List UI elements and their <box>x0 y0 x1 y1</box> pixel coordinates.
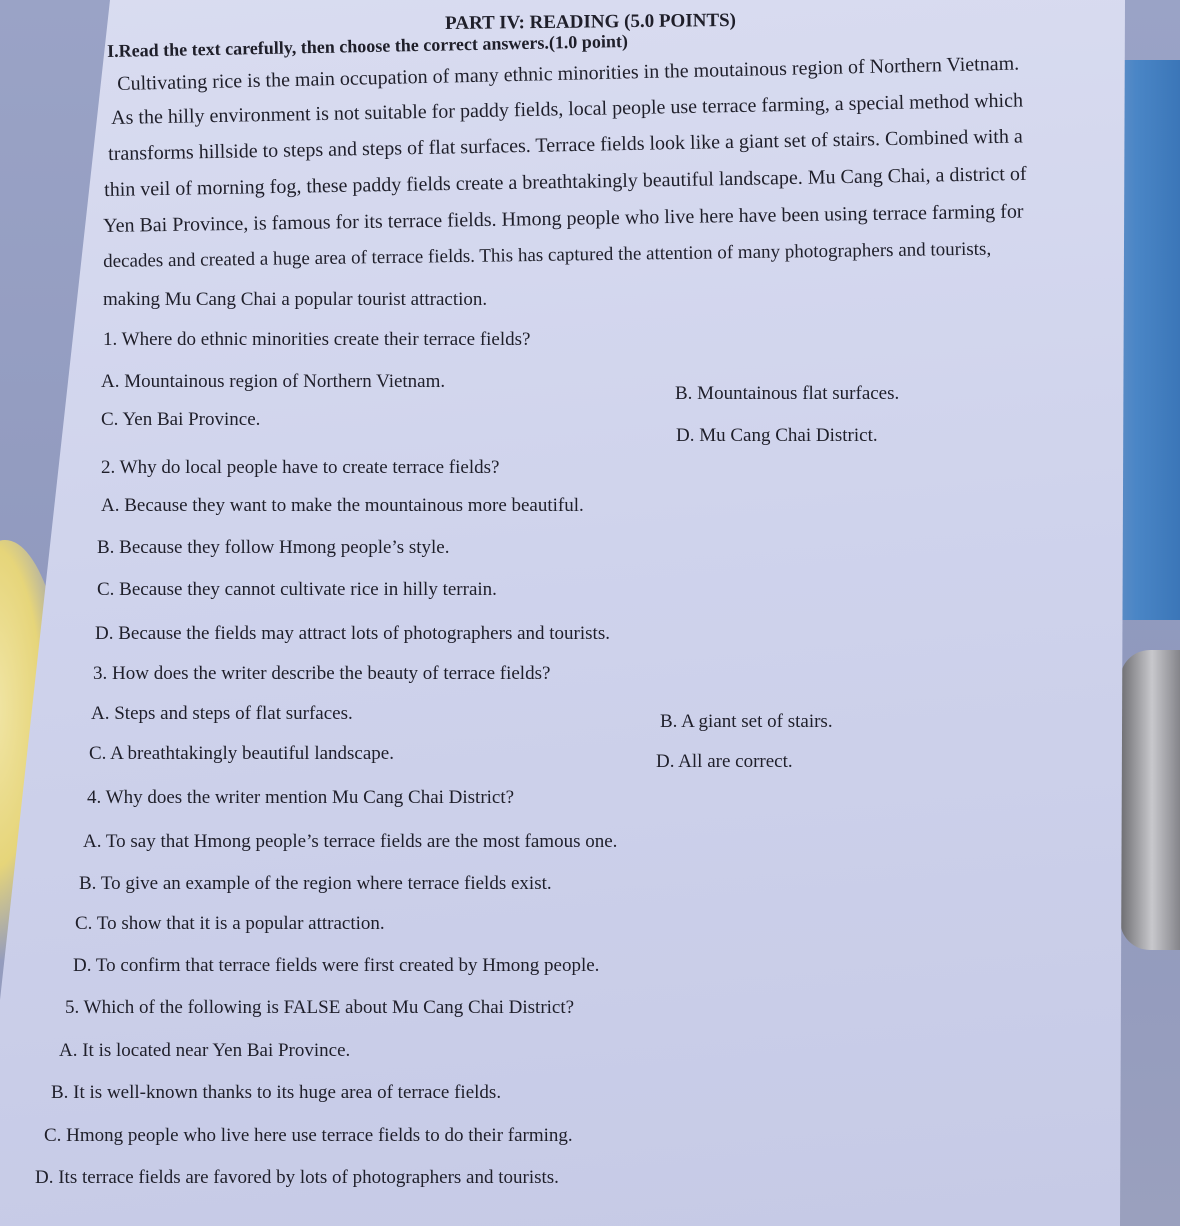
question-1-option-b[interactable]: B. Mountainous flat surfaces. <box>675 383 900 404</box>
question-2-option-c[interactable]: C. Because they cannot cultivate rice in hilly terrain. <box>97 579 497 600</box>
question-4-stem: 4. Why does the writer mention Mu Cang Chai District? <box>87 787 515 808</box>
question-1-stem: 1. Where do ethnic minorities create their terrace fields? <box>103 329 531 350</box>
question-5-option-b[interactable]: B. It is well-known thanks to its huge area of terrace fields. <box>51 1082 502 1103</box>
question-5-stem: 5. Which of the following is FALSE about Mu Cang Chai District? <box>65 997 575 1018</box>
question-3-option-d[interactable]: D. All are correct. <box>656 751 793 772</box>
passage-line: As the hilly environment is not suitable for paddy fields, local people use terrace farming, a special method which <box>110 89 1024 129</box>
question-2-option-d[interactable]: D. Because the fields may attract lots of photographers and tourists. <box>95 623 610 644</box>
question-5-option-a[interactable]: A. It is located near Yen Bai Province. <box>59 1040 351 1061</box>
question-1-option-d[interactable]: D. Mu Cang Chai District. <box>676 425 878 446</box>
question-5-option-c[interactable]: C. Hmong people who live here use terrace fields to do their farming. <box>44 1125 573 1146</box>
question-5-option-d[interactable]: D. Its terrace fields are favored by lots of photographers and tourists. <box>35 1167 559 1188</box>
passage-line: making Mu Cang Chai a popular tourist attraction. <box>103 289 488 310</box>
question-3-option-b[interactable]: B. A giant set of stairs. <box>660 711 833 732</box>
question-1-option-c[interactable]: C. Yen Bai Province. <box>101 409 261 430</box>
question-1-option-a[interactable]: A. Mountainous region of Northern Vietnam. <box>101 371 446 392</box>
question-2-stem: 2. Why do local people have to create terrace fields? <box>101 457 500 478</box>
passage-line: thin veil of morning fog, these paddy fields create a breathtakingly beautiful landscape. Mu Cang Chai, a district of <box>103 162 1027 201</box>
passage-line: decades and created a huge area of terrace fields. This has captured the attention of many photographers and tourists, <box>102 238 992 272</box>
passage-line: Cultivating rice is the main occupation of many ethnic minorities in the moutainous region of Northern Vietnam. <box>116 52 1020 95</box>
question-3-stem: 3. How does the writer describe the beauty of terrace fields? <box>93 663 551 684</box>
instruction: I.Read the text carefully, then choose the correct answers.(1.0 point) <box>106 31 629 61</box>
passage-line: Yen Bai Province, is famous for its terrace fields. Hmong people who live here have been using terrace farming for <box>102 200 1024 237</box>
question-4-option-b[interactable]: B. To give an example of the region where terrace fields exist. <box>79 873 552 894</box>
question-3-option-a[interactable]: A. Steps and steps of flat surfaces. <box>91 703 353 724</box>
question-4-option-a[interactable]: A. To say that Hmong people’s terrace fields are the most famous one. <box>83 831 618 852</box>
question-3-option-c[interactable]: C. A breathtakingly beautiful landscape. <box>89 743 394 764</box>
question-2-option-a[interactable]: A. Because they want to make the mountainous more beautiful. <box>101 495 584 516</box>
question-2-option-b[interactable]: B. Because they follow Hmong people’s style. <box>97 537 450 558</box>
part-title: PART IV: READING (5.0 POINTS) <box>444 9 737 34</box>
passage-line: transforms hillside to steps and steps of flat surfaces. Terrace fields look like a giant set of stairs. Combined with a <box>107 125 1023 165</box>
question-4-option-d[interactable]: D. To confirm that terrace fields were first created by Hmong people. <box>73 955 600 976</box>
question-4-option-c[interactable]: C. To show that it is a popular attraction. <box>75 913 385 934</box>
